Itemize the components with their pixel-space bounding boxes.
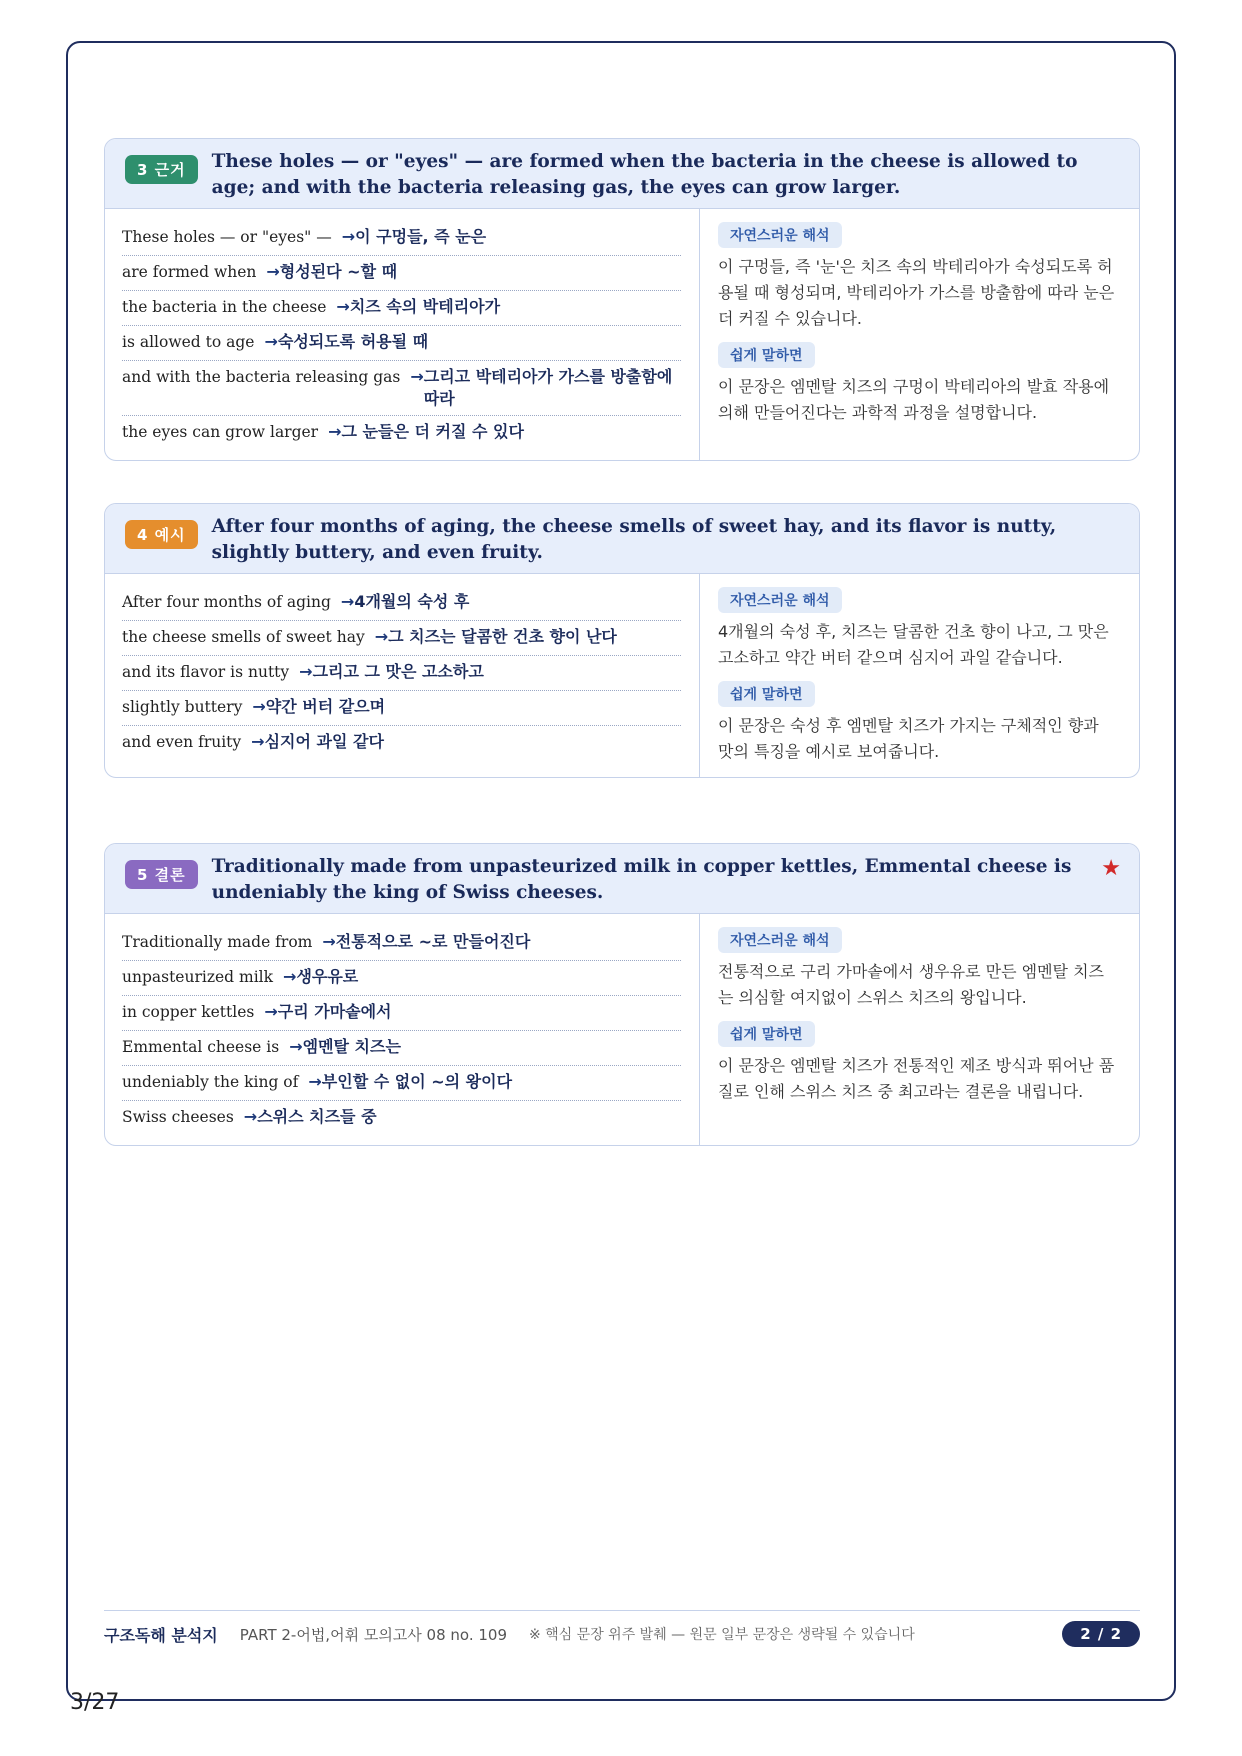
phrase-ko: 그 치즈는 달콤한 건초 향이 난다 (388, 627, 617, 646)
section-badge: 4 예시 (125, 520, 198, 549)
star-icon: ★ (1101, 856, 1121, 881)
sentence-card-5 (104, 843, 1140, 1146)
phrase-en: Emmental cheese is (122, 1038, 280, 1056)
sentence-card-4 (104, 503, 1140, 778)
phrase-row (122, 1066, 681, 1101)
translation-panel (700, 574, 1139, 777)
phrase-en: the bacteria in the cheese (122, 298, 327, 316)
phrase-row (122, 416, 681, 450)
natural-translation: 4개월의 숙성 후, 치즈는 달콤한 건초 향이 나고, 그 맛은 고소하고 약간 버터 같으며 심지어 과일 같습니다. (718, 622, 1109, 667)
phrase-en: in copper kettles (122, 1003, 255, 1021)
phrase-ko: 그리고 박테리아가 가스를 방출함에 따라 (423, 367, 673, 408)
phrase-ko: 전통적으로 ~로 만들어진다 (335, 932, 531, 951)
phrase-en: the eyes can grow larger (122, 423, 319, 441)
phrase-ko: 이 구멍들, 즉 눈은 (355, 227, 487, 246)
phrase-ko: 스위스 치즈들 중 (257, 1107, 377, 1126)
phrase-en: and with the bacteria releasing gas (122, 368, 401, 386)
phrase-en: unpasteurized milk (122, 968, 274, 986)
phrase-row (122, 1031, 681, 1066)
natural-translation-tag: 자연스러운 해석 (718, 927, 842, 953)
phrase-en: undeniably the king of (122, 1073, 299, 1091)
arrow-icon: → (243, 1107, 258, 1126)
arrow-icon: → (308, 1072, 322, 1091)
page-footer (104, 1610, 1140, 1647)
phrase-ko: 구리 가마솥에서 (277, 1002, 392, 1021)
arrow-icon: → (266, 262, 280, 281)
arrow-icon: → (322, 932, 336, 951)
footer-note: ※ 핵심 문장 위주 발췌 — 원문 일부 문장은 생략될 수 있습니다 (529, 1627, 915, 1643)
sentence-text: After four months of aging, the cheese smells of sweet hay, and its flavor is nutty, slightly buttery, and even fruity. (211, 516, 1057, 563)
card-header (105, 504, 1139, 574)
phrase-ko: 형성된다 ~할 때 (279, 262, 398, 281)
phrase-row (122, 996, 681, 1031)
section-badge: 5 결론 (125, 860, 198, 889)
page-index: 3/27 (70, 1690, 120, 1715)
arrow-icon: → (283, 967, 297, 986)
arrow-icon: → (289, 1037, 303, 1056)
phrase-en: Traditionally made from (122, 933, 313, 951)
translation-panel (700, 914, 1139, 1145)
page-number-badge: 2 / 2 (1062, 1621, 1140, 1647)
phrase-row (122, 221, 681, 256)
phrase-ko: 약간 버터 같으며 (265, 697, 386, 716)
arrow-icon: → (328, 422, 342, 441)
natural-translation: 이 구멍들, 즉 '눈'은 치즈 속의 박테리아가 숙성되도록 허용될 때 형성되며, 박테리아가 가스를 방출함에 따라 눈은 더 커질 수 있습니다. (718, 257, 1115, 328)
phrase-ko: 치즈 속의 박테리아가 (349, 297, 501, 316)
simple-explanation: 이 문장은 숙성 후 엠멘탈 치즈가 가지는 구체적인 향과 맛의 특징을 예시로 보여줍니다. (718, 716, 1099, 761)
natural-translation: 전통적으로 구리 가마솥에서 생우유로 만든 엠멘탈 치즈는 의심할 여지없이 스위스 치즈의 왕입니다. (718, 962, 1105, 1007)
arrow-icon: → (410, 367, 424, 386)
phrase-ko: 심지어 과일 같다 (264, 732, 384, 751)
phrase-row (122, 291, 681, 326)
phrase-row (122, 926, 681, 961)
section-badge: 3 근거 (125, 155, 198, 184)
phrase-ko: 부인할 수 없이 ~의 왕이다 (321, 1072, 513, 1091)
phrase-en: Swiss cheeses (122, 1108, 234, 1126)
phrase-ko: 숙성되도록 허용될 때 (277, 332, 429, 351)
phrase-en: is allowed to age (122, 333, 255, 351)
arrow-icon: → (252, 697, 266, 716)
phrase-ko: 그리고 그 맛은 고소하고 (312, 662, 484, 681)
arrow-icon: → (341, 227, 356, 246)
phrase-row (122, 586, 681, 621)
phrase-en: are formed when (122, 263, 257, 281)
phrase-en: and its flavor is nutty (122, 663, 290, 681)
arrow-icon: → (340, 592, 355, 611)
phrase-list (105, 209, 700, 460)
sentence-card-3 (104, 138, 1140, 461)
card-header (105, 844, 1139, 914)
footer-subtitle: PART 2-어법,어휘 모의고사 08 no. 109 (239, 1625, 507, 1644)
phrase-row (122, 256, 681, 291)
natural-translation-tag: 자연스러운 해석 (718, 222, 842, 248)
phrase-ko: 엠멘탈 치즈는 (302, 1037, 401, 1056)
simple-explanation: 이 문장은 엠멘탈 치즈의 구멍이 박테리아의 발효 작용에 의해 만들어진다는 과학적 과정을 설명합니다. (718, 377, 1110, 422)
phrase-ko: 그 눈들은 더 커질 수 있다 (341, 422, 524, 441)
phrase-ko: 4개월의 숙성 후 (354, 592, 470, 611)
arrow-icon: → (299, 662, 313, 681)
simple-explanation-tag: 쉽게 말하면 (718, 342, 815, 368)
phrase-en: the cheese smells of sweet hay (122, 628, 365, 646)
phrase-row (122, 361, 681, 416)
phrase-row (122, 656, 681, 691)
arrow-icon: → (374, 627, 389, 646)
phrase-row (122, 691, 681, 726)
phrase-row (122, 621, 681, 656)
phrase-ko: 생우유로 (296, 967, 359, 986)
simple-explanation-tag: 쉽게 말하면 (718, 1021, 815, 1047)
natural-translation-tag: 자연스러운 해석 (718, 587, 842, 613)
arrow-icon: → (336, 297, 350, 316)
translation-panel (700, 209, 1139, 460)
arrow-icon: → (264, 332, 278, 351)
phrase-en: These holes — or "eyes" — (122, 228, 332, 246)
simple-explanation: 이 문장은 엠멘탈 치즈가 전통적인 제조 방식과 뛰어난 품질로 인해 스위스 치즈 중 최고라는 결론을 내립니다. (718, 1056, 1115, 1101)
footer-title: 구조독해 분석지 (104, 1625, 218, 1645)
sentence-text: Traditionally made from unpasteurized milk in copper kettles, Emmental cheese is undeniably the king of Swiss cheeses. (211, 856, 1072, 903)
phrase-row (122, 1101, 681, 1135)
phrase-en: After four months of aging (122, 593, 331, 611)
arrow-icon: → (251, 732, 265, 751)
phrase-row (122, 961, 681, 996)
sentence-text: These holes — or "eyes" — are formed when the bacteria in the cheese is allowed to age; and with the bacteria releasing gas, the eyes can grow larger. (211, 151, 1078, 198)
phrase-en: and even fruity (122, 733, 242, 751)
card-header (105, 139, 1139, 209)
simple-explanation-tag: 쉽게 말하면 (718, 681, 815, 707)
phrase-en: slightly buttery (122, 698, 243, 716)
phrase-row (122, 726, 681, 760)
phrase-list (105, 574, 700, 777)
phrase-row (122, 326, 681, 361)
arrow-icon: → (264, 1002, 278, 1021)
phrase-list (105, 914, 700, 1145)
